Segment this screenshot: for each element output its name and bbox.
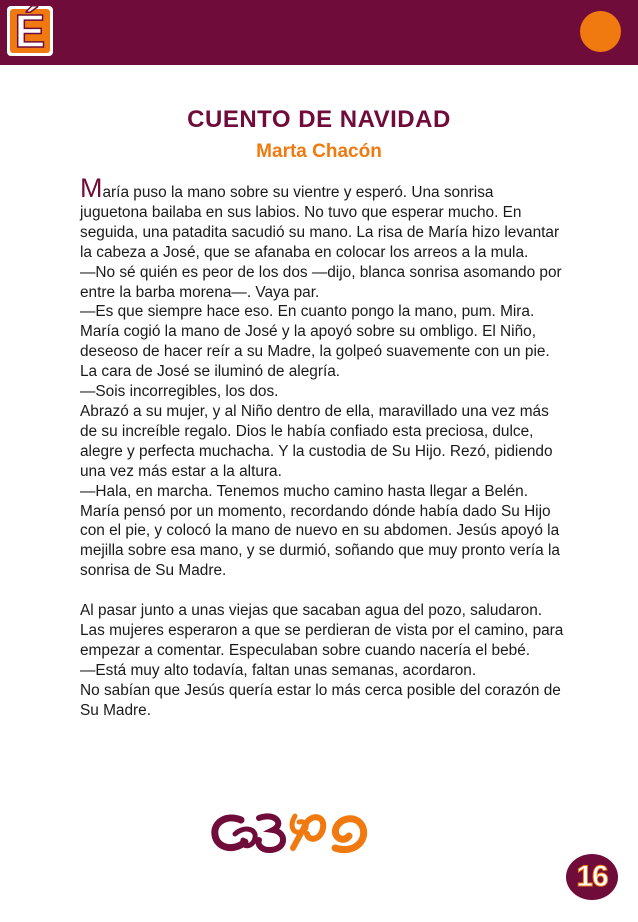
- story-title: CUENTO DE NAVIDAD: [187, 106, 451, 133]
- ornament-icon: [209, 808, 369, 858]
- paragraph: María cogió la mano de José y la apoyó sobre su ombligo. El Niño, deseoso de hacer reír a su Madre, la golpeó suavemente con un pie. La cara de José se iluminó de alegría.: [80, 323, 550, 381]
- logo-badge: [10, 5, 50, 57]
- story-author: Marta Chacón: [256, 141, 382, 162]
- drop-cap: M: [80, 173, 103, 203]
- paragraph: juguetona bailaba en sus labios. No tuvo que esperar mucho. En seguida, una patadita sacudió su mano. La risa de María hizo levantar la cabeza a José, que se afanaba en colocar los arreos a la mula.: [80, 203, 560, 261]
- paragraph: —Es que siempre hace eso. En cuanto pongo la mano, pum. Mira.: [80, 303, 535, 321]
- page-number-badge: [566, 854, 618, 900]
- logo: [7, 6, 53, 56]
- paragraph: —No sé quién es peor de los dos —dijo, blanca sonrisa asomando por entre la barba morena—. Vaya par.: [80, 263, 562, 301]
- first-line: [80, 173, 568, 203]
- logo-letter: É: [14, 5, 46, 57]
- paragraph: No sabían que Jesús quería estar lo más cerca posible del corazón de Su Madre.: [80, 681, 561, 719]
- header-bar: [0, 0, 638, 65]
- paragraph: Abrazó a su mujer, y al Niño dentro de ella, maravillado una vez más de su increíble regalo. Dios le había confiado esta preciosa, dulce, alegre y perfecta muchacha. Y la custodia de Su Hijo. Rezó, pidiendo una vez más estar a la altura.: [80, 402, 553, 480]
- paragraph: —Hala, en marcha. Tenemos mucho camino hasta llegar a Belén.: [80, 482, 528, 500]
- paragraph: Al pasar junto a unas viejas que sacaban agua del pozo, saludaron. Las mujeres esperaron a que se perdieran de vista por el camino, para empezar a comentar. Especulaban sobre cuando nacería el bebé.: [80, 602, 564, 659]
- story-body: [80, 173, 568, 721]
- paragraph: —Está muy alto todavía, faltan unas semanas, acordaron.: [80, 661, 477, 679]
- first-line-text: aría puso la mano sobre su vientre y esperó. Una sonrisa: [102, 184, 494, 201]
- paragraph: María pensó por un momento, recordando dónde había dado Su Hijo con el pie, y colocó la mano de nuevo en su abdomen. Jesús apoyó la mejilla sobre esa mano, y se durmió, soñando que muy pronto vería la sonrisa de Su Madre.: [80, 502, 560, 580]
- page-number: 16: [576, 860, 608, 893]
- orange-circle-icon: [580, 11, 621, 52]
- paragraph: —Sois incorregibles, los dos.: [80, 383, 279, 401]
- paragraph-gap: [80, 581, 568, 601]
